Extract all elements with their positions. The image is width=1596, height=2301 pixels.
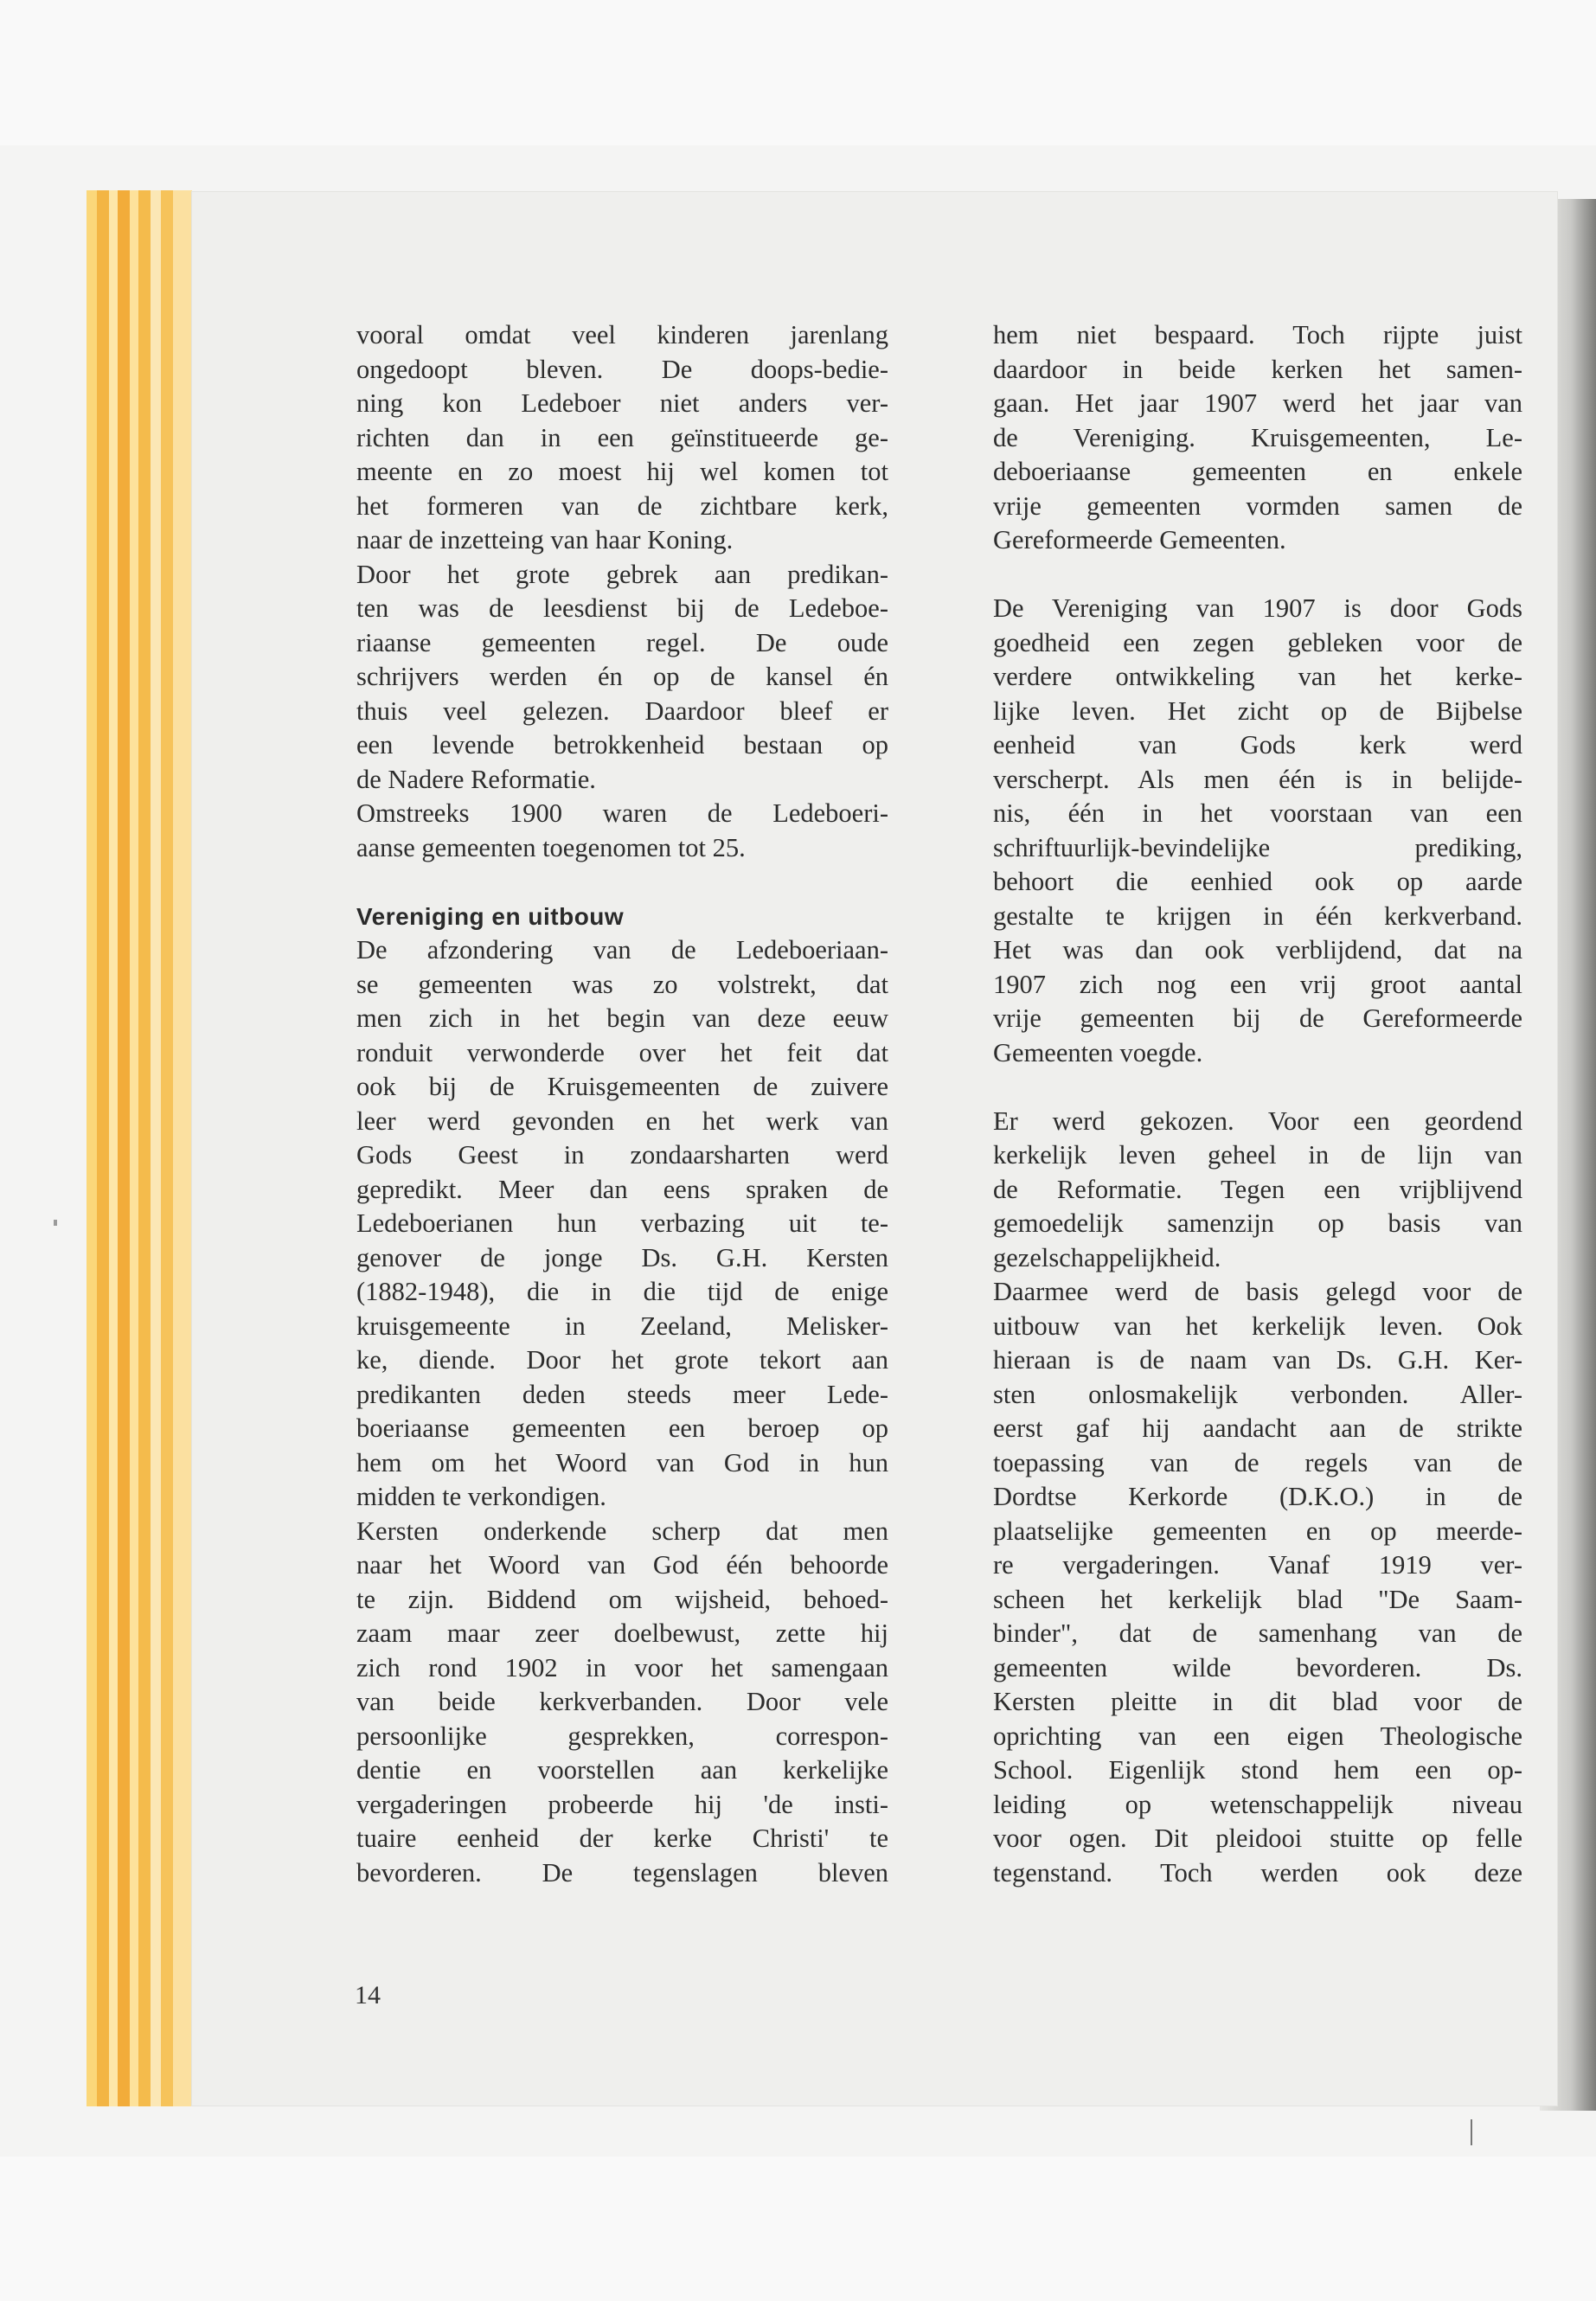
text-line: Gemeenten voegde. — [993, 1037, 1203, 1067]
text-line: ke, diende. Door het grote tekort aan — [356, 1345, 888, 1375]
text-line: daardoor in beide kerken het samen- — [993, 354, 1522, 384]
text-line: toepassing van de regels van de — [993, 1447, 1522, 1477]
text-line: schriftuurlijk-bevindelijke prediking, — [993, 832, 1522, 862]
page-edge — [87, 190, 97, 2106]
text-line: Het was dan ook verblijdend, dat na — [993, 935, 1522, 965]
text-line: de Vereniging. Kruisgemeenten, Le- — [993, 422, 1522, 452]
text-line: gepredikt. Meer dan eens spraken de — [356, 1174, 888, 1204]
text-line: de Nadere Reformatie. — [356, 764, 596, 794]
text-line: Gods Geest in zondaarsharten werd — [356, 1140, 888, 1170]
text-line: gemoedelijk samenzijn op basis van — [993, 1208, 1522, 1238]
text-line: (1882-1948), die in die tijd de enige — [356, 1277, 888, 1306]
text-line: zich rond 1902 in voor het samengaan — [356, 1652, 888, 1682]
text-line: gezelschappelijkheid. — [993, 1242, 1221, 1272]
text-line: De Vereniging van 1907 is door Gods — [993, 593, 1522, 623]
text-line: tuaire eenheid der kerke Christi' te — [356, 1823, 888, 1853]
text-line: het formeren van de zichtbare kerk, — [356, 490, 888, 521]
text-line: vergaderingen probeerde hij 'de insti- — [356, 1789, 888, 1819]
text-line: oprichting van een eigen Theologische — [993, 1721, 1522, 1751]
text-line: hieraan is de naam van Ds. G.H. Ker- — [993, 1345, 1522, 1375]
text-line: ten was de leesdienst bij de Ledeboe- — [356, 593, 888, 623]
text-line: plaatselijke gemeenten en op meerde- — [993, 1516, 1522, 1546]
text-line: vrije gemeenten bij de Gereformeerde — [993, 1003, 1522, 1033]
text-line: aanse gemeenten toegenomen tot 25. — [356, 832, 746, 862]
text-line: men zich in het begin van deze eeuw — [356, 1003, 888, 1033]
text-line: ning kon Ledeboer niet anders ver- — [356, 388, 888, 418]
text-line: naar de inzetteing van haar Koning. — [356, 525, 734, 554]
section-heading: Vereniging en uitbouw — [356, 902, 625, 930]
text-line: meente en zo moest hij wel komen tot — [356, 457, 888, 486]
text-line: Er werd gekozen. Voor een geordend — [993, 1106, 1522, 1136]
page-edge — [138, 190, 151, 2106]
paragraph-gap — [993, 1070, 1522, 1105]
text-line: eenheid van Gods kerk werd — [993, 730, 1522, 760]
text-line: leiding op wetenschappelijk niveau — [993, 1789, 1522, 1819]
text-line: te zijn. Biddend om wijsheid, behoed- — [356, 1584, 888, 1614]
text-line: Kersten pleitte in dit blad voor de — [993, 1687, 1522, 1716]
page-edge — [109, 190, 118, 2106]
text-line: de Reformatie. Tegen een vrijblijvend — [993, 1174, 1522, 1204]
text-line: vrije gemeenten vormden samen de — [993, 490, 1522, 521]
text-line: genover de jonge Ds. G.H. Kersten — [356, 1242, 888, 1272]
text-line: ronduit verwonderde over het feit dat — [356, 1037, 888, 1067]
page-number: 14 — [355, 1981, 381, 2009]
text-line: van beide kerkverbanden. Door vele — [356, 1687, 888, 1716]
text-line: Door het grote gebrek aan predikan- — [356, 559, 888, 589]
text-line: persoonlijke gesprekken, correspon- — [356, 1721, 888, 1751]
text-line: dentie en voorstellen aan kerkelijke — [356, 1755, 888, 1785]
paragraph-gap — [993, 558, 1522, 593]
text-line: tegenstand. Toch werden ook deze — [993, 1857, 1522, 1888]
text-line: scheen het kerkelijk blad "De Saam- — [993, 1584, 1522, 1614]
page-edge — [151, 190, 161, 2106]
text-line: zaam maar zeer doelbewust, zette hij — [356, 1618, 888, 1648]
text-line: lijke leven. Het zicht op de Bijbelse — [993, 695, 1522, 726]
text-line: Ledeboerianen hun verbazing uit te- — [356, 1208, 888, 1238]
text-line: schrijvers werden én op de kansel én — [356, 662, 888, 691]
paragraph-gap — [356, 865, 888, 900]
text-line: uitbouw van het kerkelijk leven. Ook — [993, 1311, 1522, 1341]
text-line: leer werd gevonden en het werk van — [356, 1106, 888, 1136]
text-line: naar het Woord van God één behoorde — [356, 1550, 888, 1580]
scan-mark — [1471, 2119, 1472, 2145]
page-edge — [161, 190, 173, 2106]
text-line: hem om het Woord van God in hun — [356, 1447, 888, 1477]
text-line: binder", dat de samenhang van de — [993, 1618, 1522, 1648]
text-line: predikanten deden steeds meer Lede- — [356, 1379, 888, 1409]
text-line: De afzondering van de Ledeboeriaan- — [356, 935, 888, 965]
text-line: bevorderen. De tegenslagen bleven — [356, 1857, 888, 1888]
text-line: se gemeenten was zo volstrekt, dat — [356, 969, 888, 999]
text-line: goedheid een zegen gebleken voor de — [993, 627, 1522, 657]
text-line: gemeenten wilde bevorderen. Ds. — [993, 1652, 1522, 1682]
text-line: een levende betrokkenheid bestaan op — [356, 730, 888, 760]
text-line: ongedoopt bleven. De doops-bedie- — [356, 354, 888, 384]
text-line: nis, één in het voorstaan van een — [993, 798, 1522, 828]
text-line: ook bij de Kruisgemeenten de zuivere — [356, 1072, 888, 1101]
text-line: thuis veel gelezen. Daardoor bleef er — [356, 695, 888, 726]
page-edge — [118, 190, 130, 2106]
text-line: gaan. Het jaar 1907 werd het jaar van — [993, 388, 1522, 418]
text-line: Gereformeerde Gemeenten. — [993, 525, 1286, 554]
text-line: gestalte te krijgen in één kerkverband. — [993, 901, 1522, 931]
text-line: Kersten onderkende scherp dat men — [356, 1516, 888, 1546]
text-line: vooral omdat veel kinderen jarenlang — [356, 320, 888, 349]
page-edges — [87, 190, 199, 2106]
page-edge — [130, 190, 138, 2106]
text-line: sten onlosmakelijk verbonden. Aller- — [993, 1379, 1522, 1409]
text-line: Dordtse Kerkorde (D.K.O.) in de — [993, 1482, 1522, 1511]
text-line: deboeriaanse gemeenten en enkele — [993, 457, 1522, 486]
text-line: Daarmee werd de basis gelegd voor de — [993, 1277, 1522, 1306]
page-edge — [97, 190, 109, 2106]
right-column — [993, 318, 1522, 1890]
text-line: riaanse gemeenten regel. De oude — [356, 627, 888, 657]
text-line: kerkelijk leven geheel in de lijn van — [993, 1140, 1522, 1170]
text-line: kruisgemeente in Zeeland, Melisker- — [356, 1311, 888, 1341]
text-line: richten dan in een geïnstitueerde ge- — [356, 422, 888, 452]
text-line: boeriaanse gemeenten een beroep op — [356, 1413, 888, 1443]
page-edge — [173, 190, 192, 2106]
scan-speck — [54, 1220, 57, 1226]
text-line: 1907 zich nog een vrij groot aantal — [993, 969, 1522, 999]
text-line: midden te verkondigen. — [356, 1482, 606, 1511]
text-line: Omstreeks 1900 waren de Ledeboeri- — [356, 798, 888, 828]
text-line: verdere ontwikkeling van het kerke- — [993, 662, 1522, 691]
text-line: School. Eigenlijk stond hem een op- — [993, 1755, 1522, 1785]
text-line: hem niet bespaard. Toch rijpte juist — [993, 320, 1522, 349]
text-line: eerst gaf hij aandacht aan de strikte — [993, 1413, 1522, 1443]
text-line: re vergaderingen. Vanaf 1919 ver- — [993, 1550, 1522, 1580]
text-line: voor ogen. Dit pleidooi stuitte op felle — [993, 1823, 1522, 1853]
left-column — [356, 318, 888, 1890]
text-line: behoort die eenhied ook op aarde — [993, 867, 1522, 896]
text-line: verscherpt. Als men één is in belijde- — [993, 764, 1522, 794]
